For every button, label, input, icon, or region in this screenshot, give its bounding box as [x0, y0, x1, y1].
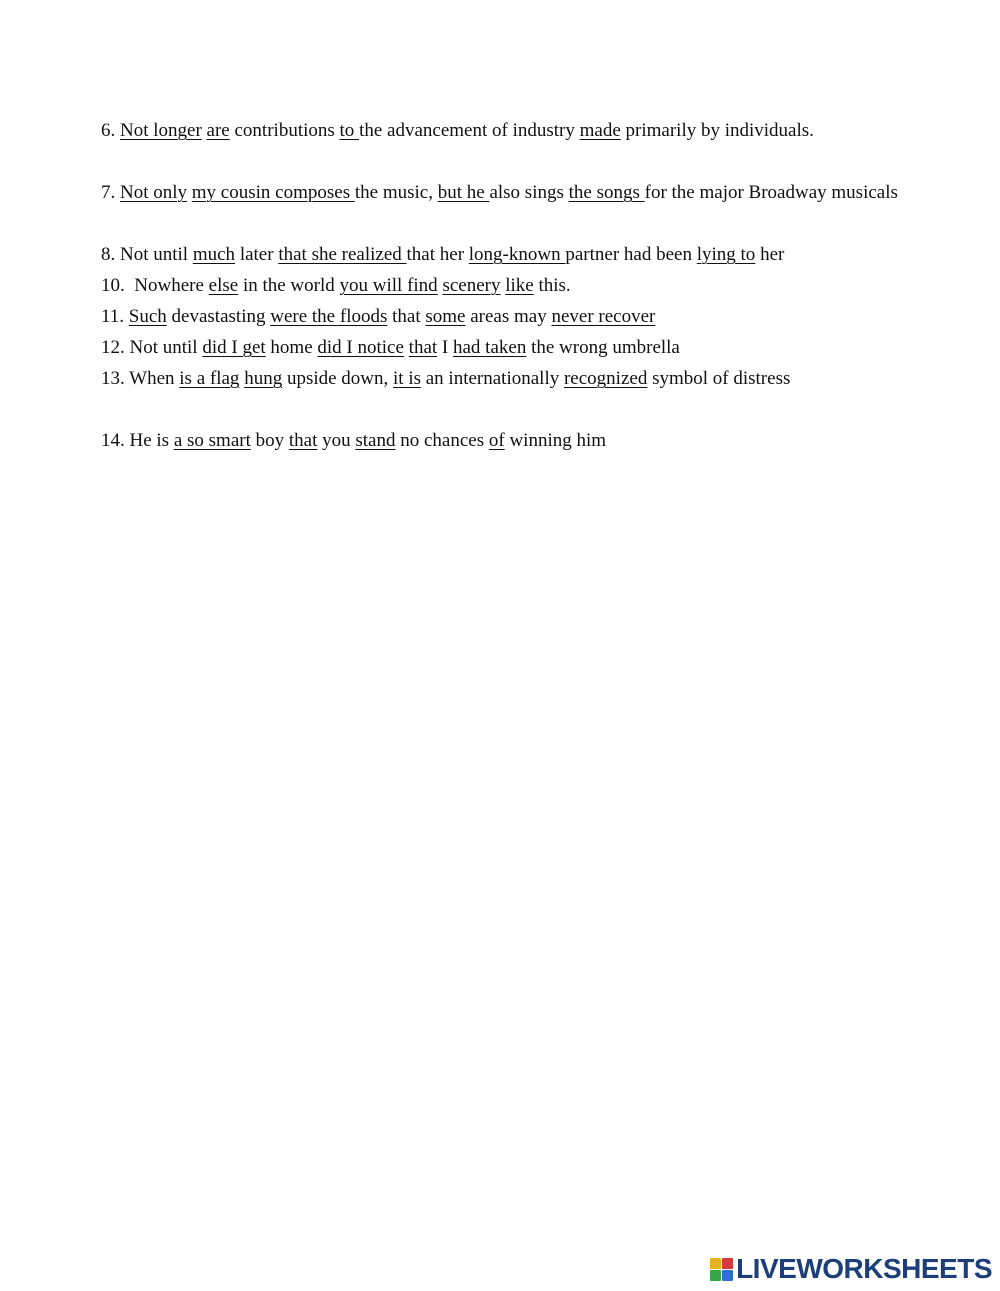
logo-block	[722, 1270, 733, 1281]
underlined-phrase: of	[488, 430, 505, 451]
sentence-part: in the world	[238, 275, 340, 296]
underlined-phrase: never recover	[551, 306, 656, 327]
sentence-part: primarily by individuals.	[620, 120, 814, 141]
brand-name: LIVEWORKSHEETS	[736, 1253, 992, 1284]
underlined-phrase: some	[425, 306, 466, 327]
sentence-part: I	[437, 337, 453, 358]
underlined-phrase: recognized	[563, 368, 648, 389]
sentence-part: contributions	[229, 120, 340, 141]
underlined-phrase: you will find	[339, 275, 438, 296]
underlined-phrase: the songs	[568, 182, 645, 203]
sentence-part: boy	[250, 430, 289, 451]
sentence-part: upside down,	[282, 368, 394, 389]
sentence-part: an internationally	[421, 368, 564, 389]
sentence-part: the music,	[354, 182, 438, 203]
logo-block	[710, 1258, 721, 1269]
underlined-phrase: that	[408, 337, 438, 358]
sentence-part: 6.	[101, 120, 120, 141]
sentence-14	[82, 405, 606, 477]
underlined-phrase: had taken	[453, 337, 527, 358]
sentence-part: 13. When	[101, 368, 180, 389]
sentence-part: her	[755, 244, 785, 265]
sentence-part: 11.	[101, 306, 129, 327]
sentence-part: 12. Not until	[101, 337, 203, 358]
underlined-phrase: is a flag	[179, 368, 240, 389]
logo-blocks-icon	[710, 1258, 733, 1281]
underlined-phrase: made	[579, 120, 621, 141]
underlined-phrase: did I get	[202, 337, 266, 358]
underlined-phrase: were the floods	[270, 306, 388, 327]
sentence-part: that	[387, 306, 426, 327]
sentence-part: for the major Broadway musicals	[644, 182, 898, 203]
sentence-part: partner had been	[565, 244, 697, 265]
sentence-part: home	[265, 337, 318, 358]
underlined-phrase: that	[288, 430, 318, 451]
underlined-phrase: Not only	[120, 182, 188, 203]
sentence-part: that her	[406, 244, 469, 265]
sentence-part: later	[235, 244, 279, 265]
underlined-phrase: Not longer	[120, 120, 202, 141]
underlined-phrase: did I notice	[317, 337, 404, 358]
underlined-phrase: hung	[244, 368, 283, 389]
sentence-part: devastasting	[166, 306, 271, 327]
sentence-part: no chances	[395, 430, 489, 451]
underlined-phrase: a so smart	[173, 430, 251, 451]
sentence-part: areas may	[465, 306, 552, 327]
underlined-phrase: to	[339, 120, 360, 141]
sentence-part: 7.	[101, 182, 120, 203]
underlined-phrase: else	[208, 275, 239, 296]
underlined-phrase: are	[206, 120, 230, 141]
liveworksheets-logo[interactable]	[710, 1255, 992, 1283]
underlined-phrase: that she realized	[278, 244, 407, 265]
underlined-phrase: long-known	[468, 244, 566, 265]
underlined-phrase: but he	[437, 182, 490, 203]
logo-block	[710, 1270, 721, 1281]
underlined-phrase: my cousin composes	[191, 182, 355, 203]
sentence-part: 10. Nowhere	[101, 275, 209, 296]
underlined-phrase: stand	[355, 430, 396, 451]
logo-block	[722, 1258, 733, 1269]
sentence-part: winning him	[504, 430, 607, 451]
sentence-part: symbol of distress	[647, 368, 791, 389]
underlined-phrase: like	[505, 275, 534, 296]
sentence-part: also sings	[489, 182, 569, 203]
sentence-part: this.	[533, 275, 571, 296]
sentence-part: the advancement of industry	[359, 120, 580, 141]
underlined-phrase: it is	[393, 368, 421, 389]
underlined-phrase: Such	[128, 306, 167, 327]
sentence-part: 14. He is	[101, 430, 174, 451]
underlined-phrase: lying to	[696, 244, 756, 265]
sentence-part: the wrong umbrella	[526, 337, 680, 358]
underlined-phrase: much	[192, 244, 236, 265]
sentence-part: you	[317, 430, 356, 451]
sentence-part: 8. Not until	[101, 244, 193, 265]
underlined-phrase: scenery	[442, 275, 501, 296]
